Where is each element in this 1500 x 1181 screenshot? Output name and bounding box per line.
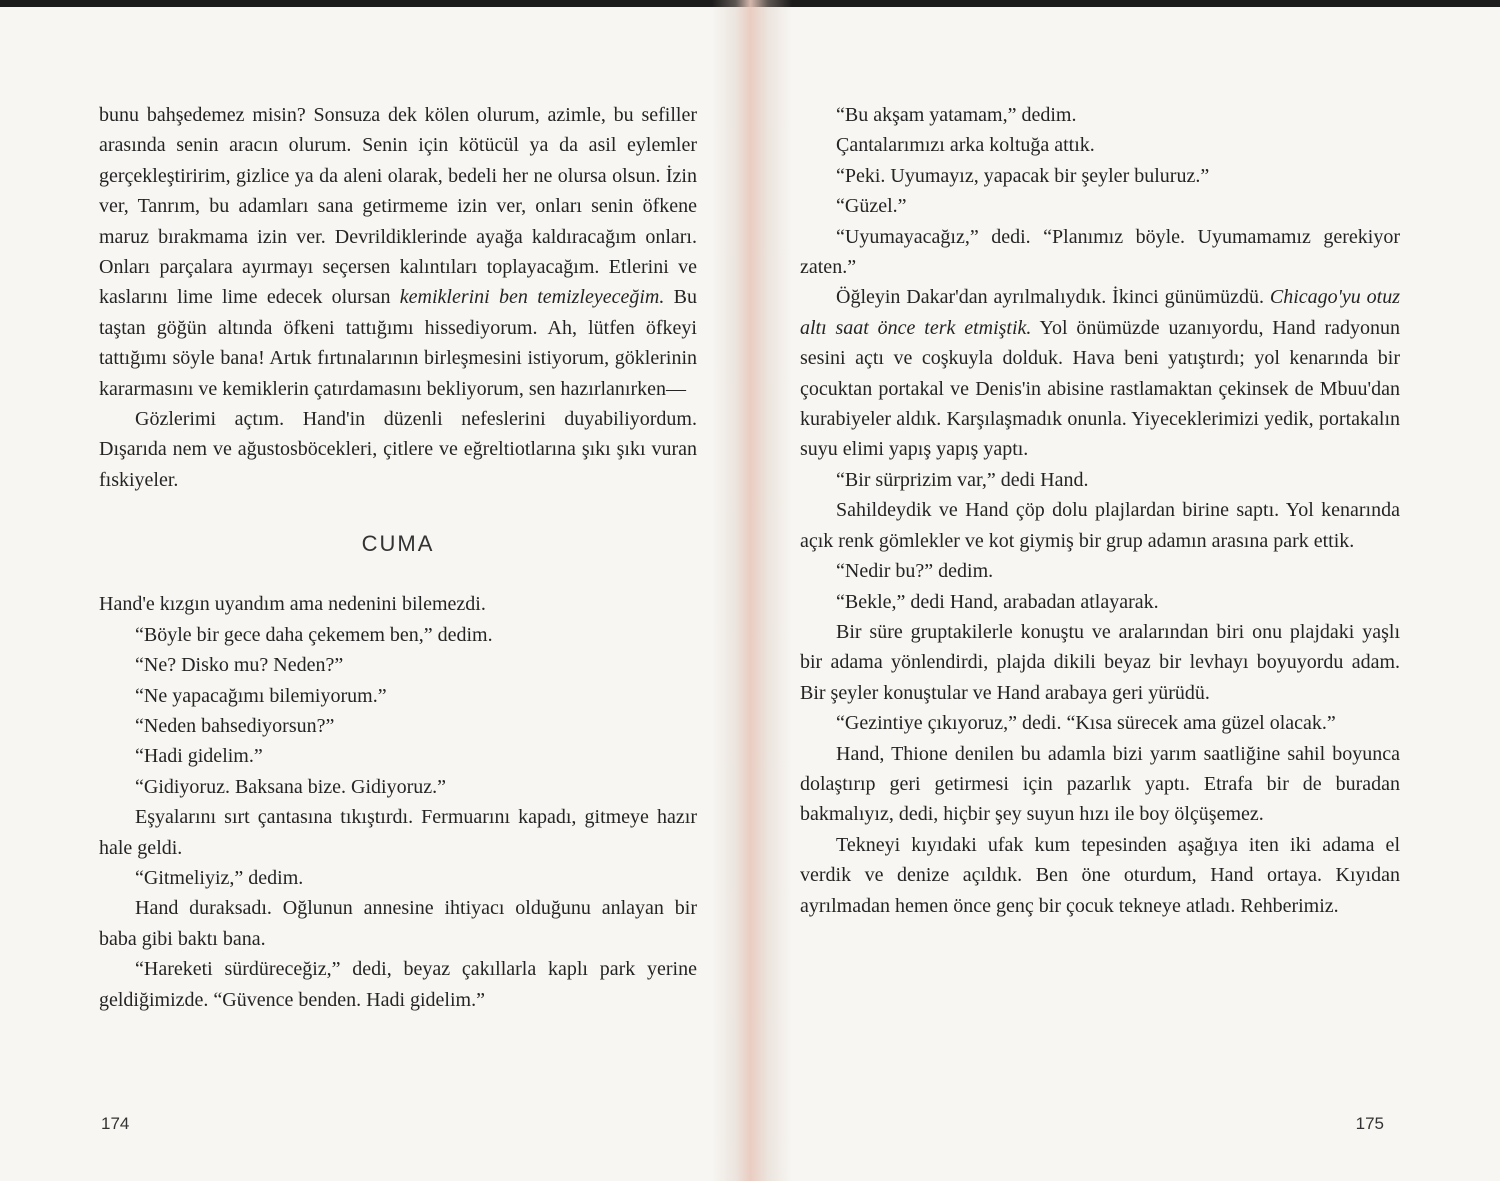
paragraph: “Peki. Uyumayız, yapacak bir şeyler buluruz.” bbox=[836, 164, 1210, 187]
paragraph bbox=[99, 100, 697, 404]
paragraph: “Hareketi sürdüreceğiz,” dedi, beyaz çakıllarla kaplı park yerine geldiğimizde. “Güvence benden. Hadi gidelim.” bbox=[99, 958, 697, 1011]
paragraph: Hand duraksadı. Oğlunun annesine ihtiyacı olduğunu anlayan bir baba gibi baktı bana. bbox=[99, 897, 697, 950]
paragraph: Bir süre gruptakilerle konuştu ve aralarından biri onu plajdaki yaşlı bir adama yönlendirdi, plajda dikili beyaz bir levhayı boyuyordu adam. Bir şeyler konuştular ve Hand arabaya geri yürüdü. bbox=[800, 620, 1400, 704]
italic-text: kemiklerini ben temizleyeceğim. bbox=[399, 286, 665, 309]
paragraph: “Uyumayacağız,” dedi. “Planımız böyle. Uyumamamız gerekiyor zaten.” bbox=[800, 225, 1400, 279]
paragraph: Sahildeydik ve Hand çöp dolu plajlardan birine saptı. Yol kenarında açık renk gömlekler ve kot giymiş bir grup adamın arasına park ettik. bbox=[800, 499, 1400, 552]
paragraph-text: bunu bahşedemez misin? Sonsuza dek kölen olurum, azimle, bu sefiller arasında senin aracın olurum. Senin için kötücül ya da asil eylemler gerçekleştiririm, gizlice ya da aleni olarak, bedeli her ne olursa olsun. İzin ver, Tanrım, bu adamları sana getirmeme izin ver, onları senin öfkene maruz bırakmama izin ver. Devrildiklerinde ayağa kaldıracağım onları. Onları parçalara ayırmayı seçersen kalıntıları toplayacağım. Etlerini ve kaslarını lime lime edecek olursan bbox=[99, 104, 697, 309]
paragraph: “Ne yapacağımı bilemiyorum.” bbox=[135, 684, 387, 707]
paragraph-text: Yol önümüzde uzanıyordu, Hand radyonun sesini açtı ve coşkuyla dolduk. Hava beni yatıştırdı; yol kenarında bir çocuktan portakal ve Denis'in abisine rastlamaktan çekinsek de Mbuu'dan kurabiyeler aldık. Karşılaşmadık onunla. Yiyeceklerimizi yedik, portakalın suyu elimi yapış yapış yaptı. bbox=[800, 316, 1400, 461]
paragraph: Çantalarımızı arka koltuğa attık. bbox=[836, 134, 1095, 157]
paragraph: “Bir sürprizim var,” dedi Hand. bbox=[836, 468, 1089, 491]
paragraph bbox=[800, 282, 1400, 464]
paragraph: “Gitmeliyiz,” dedim. bbox=[135, 866, 304, 889]
paragraph: Hand'e kızgın uyandım ama nedenini bilemezdi. bbox=[99, 593, 486, 616]
paragraph: “Böyle bir gece daha çekemem ben,” dedim. bbox=[135, 623, 493, 646]
paragraph: Eşyalarını sırt çantasına tıkıştırdı. Fermuarını kapadı, gitmeye hazır hale geldi. bbox=[99, 806, 697, 859]
paragraph: “Güzel.” bbox=[836, 195, 907, 218]
italic-text: Chicago'yu otuz altı saat önce terk etmiştik. bbox=[800, 286, 1400, 339]
paragraph: Hand, Thione denilen bu adamla bizi yarım saatliğine sahil boyunca dolaştırıp geri getirmesi için pazarlık yaptı. Etrafa bir de buradan bakmalıyız, dedi, hiçbir şey suyun hızı ile boy ölçüşemez. bbox=[800, 742, 1400, 826]
paragraph-text: Öğleyin Dakar'dan ayrılmalıydık. İkinci günümüzdü. bbox=[836, 286, 1265, 309]
page-number-right: 175 bbox=[1355, 1114, 1384, 1133]
paragraph: “Bekle,” dedi Hand, arabadan atlayarak. bbox=[836, 590, 1159, 613]
book-gutter bbox=[712, 0, 792, 1181]
page-number-left: 174 bbox=[101, 1114, 130, 1133]
paragraph: Gözlerimi açtım. Hand'in düzenli nefeslerini duyabiliyordum. Dışarıda nem ve ağustosböcekleri, çitlere ve eğreltiotlarına şıkı şıkı vuran fıskiyeler. bbox=[99, 408, 697, 491]
paragraph: “Gidiyoruz. Baksana bize. Gidiyoruz.” bbox=[135, 775, 447, 798]
paragraph: “Nedir bu?” dedim. bbox=[836, 560, 994, 583]
paragraph: “Hadi gidelim.” bbox=[135, 745, 263, 768]
paragraph-text: Bu taştan göğün altında öfkeni tattığımı hissediyorum. Ah, lütfen öfkeyi tattığımı söyle bana! Artık fırtınalarının birleşmesini istiyorum, göklerinin kararmasını ve kemiklerin çatırdamasını bekliyorum, sen hazırlanırken— bbox=[99, 286, 697, 400]
paragraph: “Bu akşam yatamam,” dedim. bbox=[836, 104, 1077, 126]
paragraph: “Gezintiye çıkıyoruz,” dedi. “Kısa sürecek ama güzel olacak.” bbox=[836, 712, 1336, 735]
chapter-heading: CUMA bbox=[361, 531, 435, 557]
paragraph: Tekneyi kıyıdaki ufak kum tepesinden aşağıya iten iki adama el verdik ve denize açıldık. Ben öne oturdum, Hand ortaya. Kıyıdan ayrılmadan hemen önce genç bir çocuk tekneye atladı. Rehberimiz. bbox=[800, 833, 1400, 917]
paragraph: “Ne? Disko mu? Neden?” bbox=[135, 654, 344, 677]
paragraph: “Neden bahsediyorsun?” bbox=[135, 714, 335, 737]
left-page bbox=[99, 100, 697, 1015]
right-page bbox=[800, 100, 1400, 921]
